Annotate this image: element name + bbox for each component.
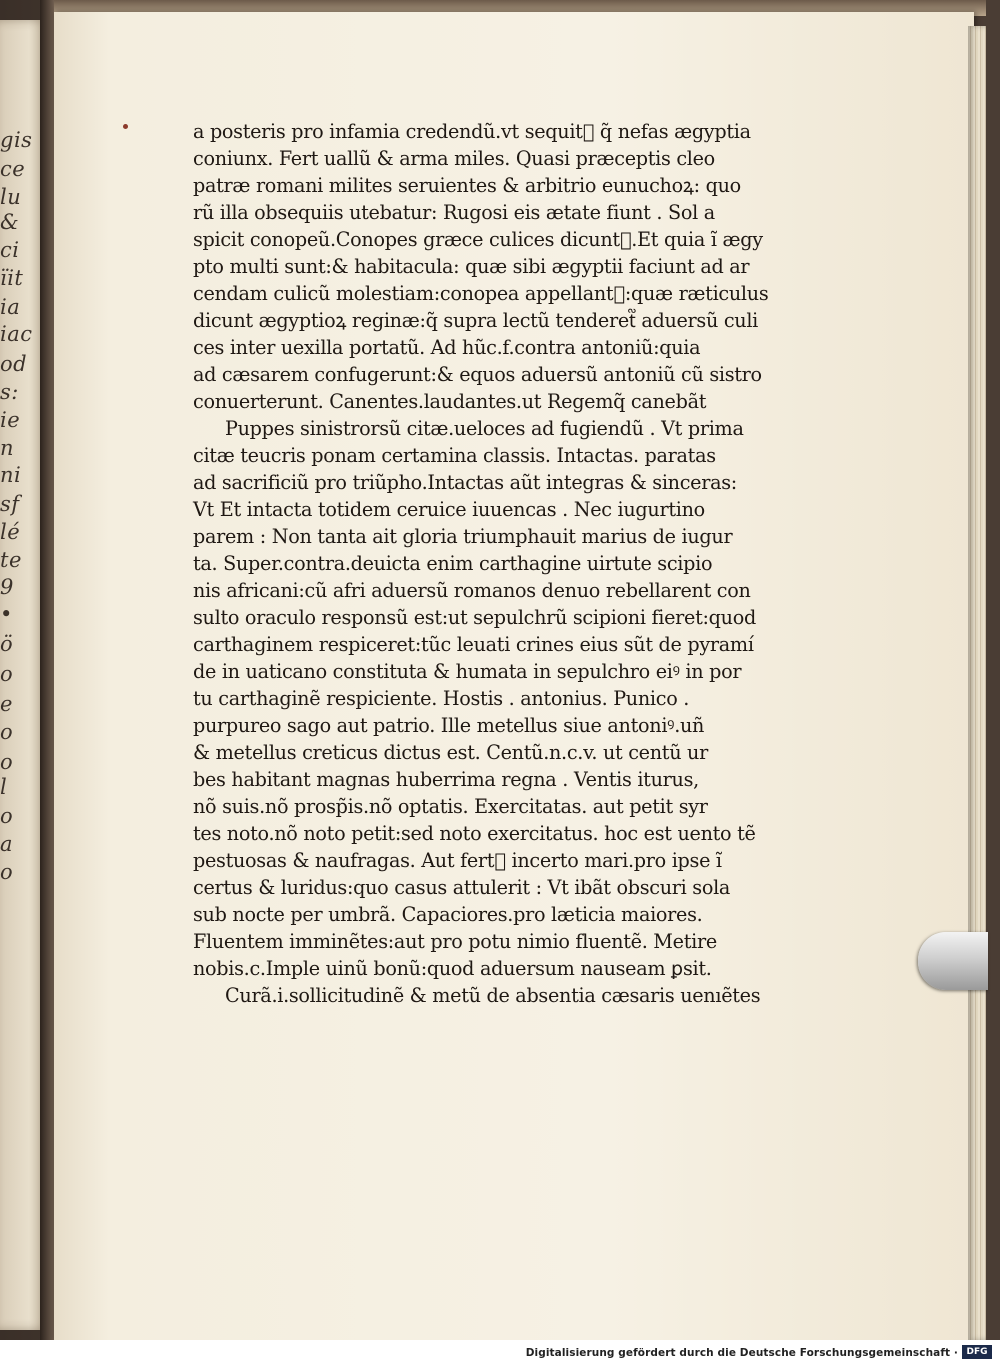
text-line: sub nocte per umbrã. Capaciores.pro læticia maiores.: [193, 903, 703, 926]
text-line: sulto oraculo responsũ est:ut sepulchrũ scipioni fieret:quod: [193, 606, 756, 629]
text-line: cendam culicũ molestiam:conopea appellant᷑:quæ ræticulus: [193, 282, 769, 305]
text-line: purpureo sago aut patrio. Ille metellus siue antoniꝰ.uñ: [193, 714, 705, 737]
text-line: coniunx. Fert uallũ & arma miles. Quasi præceptis cleo: [193, 147, 715, 170]
text-line: patræ romani milites seruientes & arbitrio eunuchoꝝ: quo: [193, 174, 741, 197]
text-line: ad sacrificiũ pro triũpho.Intactas aũt integras & sinceras:: [193, 471, 737, 494]
text-line: ces inter uexilla portatũ. Ad hũc.f.contra antoniũ:quia: [193, 336, 701, 359]
text-line: citæ teucris ponam certamina classis. Intactas. paratas: [193, 444, 716, 467]
facing-page-fragment: lé: [0, 520, 21, 544]
facing-page-fragment: o: [0, 662, 14, 686]
facing-page-fragment: 9: [0, 575, 14, 599]
facing-page-fragment: o: [0, 804, 14, 828]
facing-page-fragment: ie: [0, 408, 21, 432]
facing-page-fragment: ïit: [0, 266, 24, 290]
facing-page-fragment: od: [0, 352, 28, 376]
text-line: tes noto.nõ noto petit:sed noto exercitatus. hoc est uento tẽ: [193, 822, 756, 845]
facing-page-fragment: &: [0, 210, 20, 234]
text-line: pto multi sunt:& habitacula: quæ sibi ægyptii faciunt ad ar: [193, 255, 750, 278]
footer-credit: Digitalisierung gefördert durch die Deutsche Forschungsgemeinschaft ·: [525, 1347, 958, 1359]
text-line: certus & luridus:quo casus attulerit : Vt ibãt obscuri sola: [193, 876, 731, 899]
text-line: ad cæsarem confugerunt:& equos aduersũ antoniũ cũ sistro: [193, 363, 762, 386]
text-line: pestuosas & naufragas. Aut fert᷑ incerto mari.pro ipse ĩ: [193, 849, 722, 872]
facing-page-fragment: o: [0, 720, 14, 744]
facing-page-fragment: a: [0, 832, 14, 856]
text-line: parem : Non tanta ait gloria triumphauit marius de iugur: [193, 525, 733, 548]
text-line: tu carthaginẽ respiciente. Hostis . antonius. Punico .: [193, 687, 690, 710]
facing-page-fragment: •: [0, 602, 13, 626]
text-line: Puppes sinistrorsũ citæ.ueloces ad fugiendũ . Vt prima: [225, 417, 744, 440]
main-text-block: [193, 118, 773, 1009]
facing-page-fragment: te: [0, 548, 22, 572]
text-line: Fluentem imminẽtes:aut pro potu nimio fluentẽ. Metire: [193, 930, 717, 953]
facing-page-fragment: o: [0, 860, 14, 884]
facing-page-fragment: ce: [0, 157, 26, 181]
text-line: a posteris pro infamia credendũ.vt sequit᷑ q̃ nefas ægyptia: [193, 120, 751, 143]
text-line: carthaginem respiceret:tũc leuati crines eius sũt de pyramí: [193, 633, 754, 656]
facing-page-fragment: n: [0, 436, 15, 460]
text-line: de in uaticano constituta & humata in sepulchro eiꝰ in por: [193, 660, 742, 683]
page-stack-edge: [968, 26, 986, 1340]
facing-page-fragment: ia: [0, 295, 21, 319]
facing-page-fragment: o: [0, 750, 14, 774]
facing-page-fragment: sf: [0, 492, 20, 516]
text-line: nis africani:cũ afri aduersũ romanos denuo rebellarent con: [193, 579, 751, 602]
red-marker-dot: [123, 124, 128, 129]
facing-page-fragment: iac: [0, 322, 33, 346]
facing-page-fragment: ö: [0, 632, 14, 656]
facing-page-fragment: gis: [0, 128, 33, 152]
page-clip: [918, 932, 988, 990]
text-line: nõ suis.nõ prosp̃is.nõ optatis. Exercitatas. aut petit syr: [193, 795, 708, 818]
facing-page-fragment: ci: [0, 238, 20, 262]
footer-bar: [0, 1340, 1000, 1365]
facing-page-fragment: lu: [0, 185, 22, 209]
dfg-logo: DFG: [962, 1345, 992, 1359]
facing-page-fragment: e: [0, 692, 13, 716]
text-line: & metellus creticus dictus est. Centũ.n.c.v. ut centũ ur: [193, 741, 708, 764]
text-line: Curã.i.sollicitudinẽ & metũ de absentia cæsaris uenıẽtes: [225, 984, 761, 1007]
text-line: nobis.c.Imple uinũ bonũ:quod aduersum nauseam ꝑsit.: [193, 957, 712, 980]
text-line: spicit conopeũ.Conopes græce culices dicunt᷑.Et quia ĩ ægy: [193, 228, 763, 251]
text-line: ta. Super.contra.deuicta enim carthagine uirtute scipio: [193, 552, 713, 575]
facing-page-fragment: l: [0, 775, 8, 799]
text-line: dicunt ægyptioꝝ reginæ:q̃ supra lectũ tenderet᷑ aduersũ culi: [193, 309, 759, 332]
facing-page-fragment: s:: [0, 380, 19, 404]
facing-page-fragment: ni: [0, 463, 22, 487]
text-line: rũ illa obsequiis utebatur: Rugosi eis ætate fiunt . Sol a: [193, 201, 715, 224]
text-line: Vt Et intacta totidem ceruice iuuencas . Nec iugurtino: [193, 498, 705, 521]
text-line: conuerterunt. Canentes.laudantes.ut Regemq̃ canebãt: [193, 390, 707, 413]
text-line: bes habitant magnas huberrima regna . Ventis iturus,: [193, 768, 699, 791]
